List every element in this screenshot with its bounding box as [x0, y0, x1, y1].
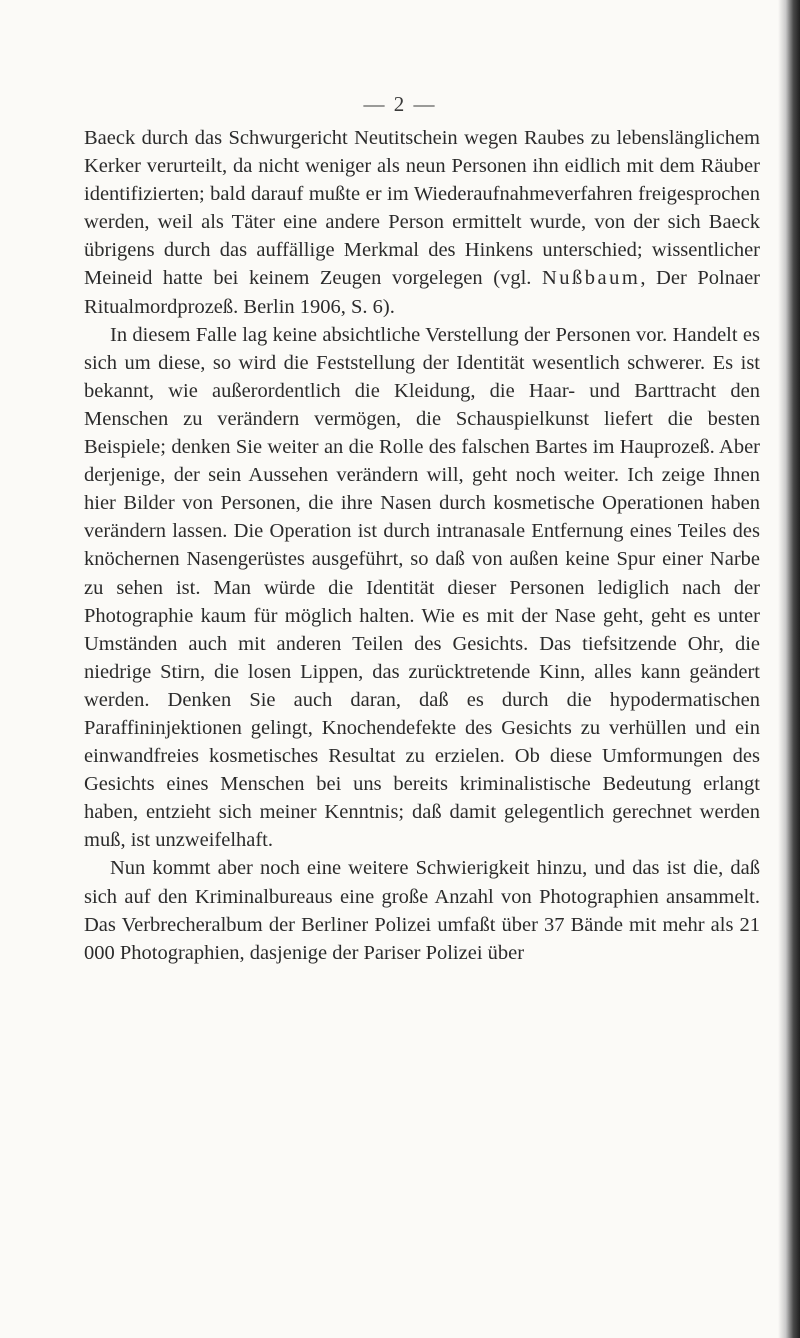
paragraph	[84, 124, 760, 321]
text-segment: , Der Polnaer Ritualmordprozeß. Berlin 1906, S. 6).	[84, 267, 760, 318]
text-segment: Baeck durch das Schwurgericht Neutitschein wegen Raubes zu lebenslänglichem Kerker verurteilt, da nicht weniger als neun Personen ihn eidlich mit dem Räuber identifizierten; bald darauf mußte er im Wiederaufnahmeverfahren freigesprochen werden, weil als Täter eine andere Person ermittelt wurde, von der sich Baeck übrigens durch das auffällige Merkmal des Hinkens unterschied; wissentlicher Meineid hatte bei keinem Zeugen vorgelegen (vgl.	[84, 127, 760, 290]
scan-edge-shadow	[778, 0, 800, 1338]
paragraph	[84, 854, 760, 966]
page-number: — 2 —	[363, 92, 437, 116]
paragraph	[84, 321, 760, 855]
body-text	[84, 124, 760, 967]
text-segment: Nun kommt aber noch eine weitere Schwierigkeit hinzu, und das ist die, daß sich auf den Kriminalbureaus eine große Anzahl von Photographien ansammelt. Das Verbrecheralbum der Berliner Polizei umfaßt über 37 Bände mit mehr als 21 000 Photographien, dasjenige der Pariser Polizei über	[84, 857, 760, 964]
text-segment: In diesem Falle lag keine absichtliche Verstellung der Personen vor. Handelt es sich um diese, so wird die Feststellung der Identität wesentlich schwerer. Es ist bekannt, wie außerordentlich die Kleidung, die Haar- und Barttracht den Menschen zu verändern vermögen, die Schauspielkunst liefert die besten Beispiele; denken Sie weiter an die Rolle des falschen Bartes im Hauprozeß. Aber derjenige, der sein Aussehen verändern will, geht noch weiter. Ich zeige Ihnen hier Bilder von Personen, die ihre Nasen durch kosmetische Operationen haben verändern lassen. Die Operation ist durch intranasale Entfernung eines Teiles des knöchernen Nasengerüstes ausgeführt, so daß von außen keine Spur einer Narbe zu sehen ist. Man würde die Identität dieser Personen lediglich nach der Photographie kaum für möglich halten. Wie es mit der Nase geht, geht es unter Umständen auch mit anderen Teilen des Gesichts. Das tiefsitzende Ohr, die niedrige Stirn, die losen Lippen, das zurücktretende Kinn, alles kann geändert werden. Denken Sie auch daran, daß es durch die hypodermatischen Paraffininjektionen gelingt, Knochendefekte des Gesichts zu verhüllen und ein einwandfreies kosmetisches Resultat zu erzielen. Ob diese Umformungen des Gesichts eines Menschen bei uns bereits kriminalistische Bedeutung erlangt haben, entzieht sich meiner Kenntnis; daß damit gelegentlich gerechnet werden muß, ist unzweifelhaft.	[84, 323, 760, 852]
author-name-spaced: Nußbaum	[541, 267, 641, 290]
